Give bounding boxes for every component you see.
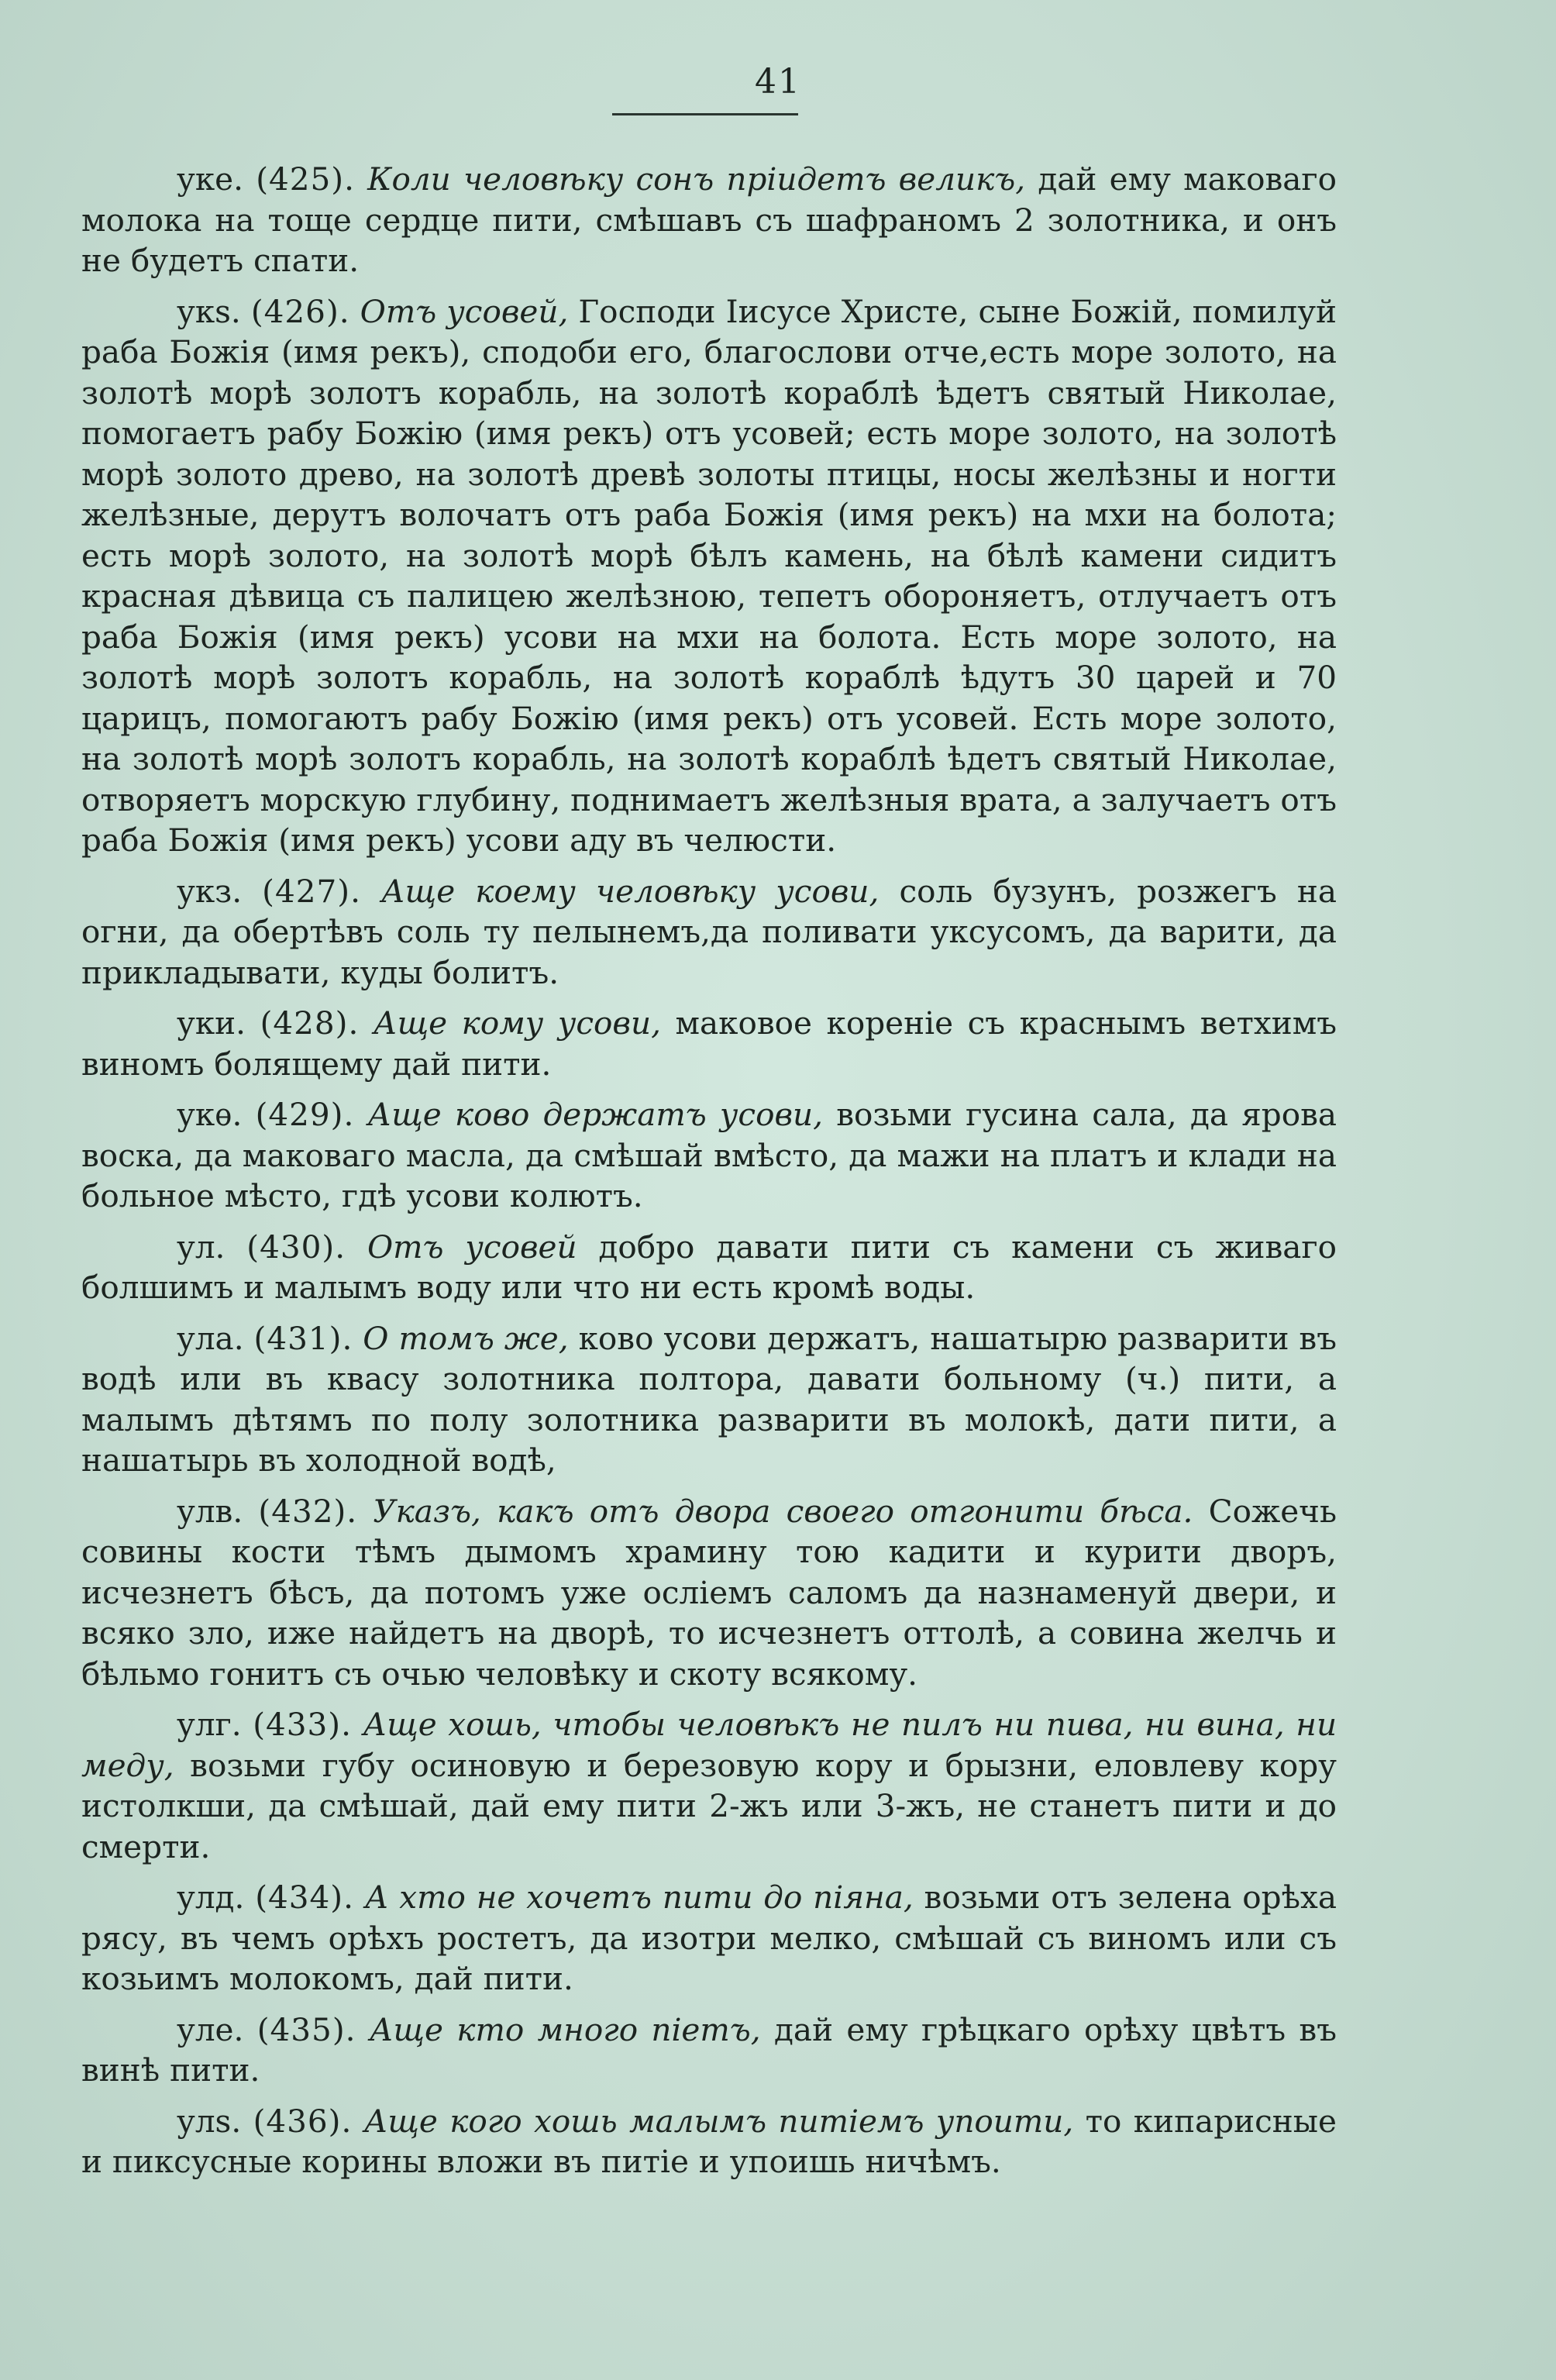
entry-body: возьми губу осиновую и березовую кору и брызни, еловлеву кору истолкши, да смѣшай, дай ему пити 2-жъ или 3-жъ, не станетъ пити и до смерти. xyxy=(81,1746,1337,1865)
entry-433 xyxy=(81,1704,1337,1867)
entry-heading: Аще коему человѣку усови, xyxy=(381,872,880,910)
entry-mark: уки. xyxy=(177,1004,246,1042)
entry-body: дай ему грѣцкаго орѣху цвѣтъ въ винѣ пити. xyxy=(81,2010,1337,2089)
entry-426 xyxy=(81,291,1337,861)
entry-mark: укз. xyxy=(177,872,243,910)
entry-number: (426). xyxy=(250,292,350,330)
entry-mark: улв. xyxy=(177,1492,243,1530)
entry-heading: О томъ же, xyxy=(363,1319,569,1357)
entry-body: маковое кореніе съ краснымъ ветхимъ виномъ болящему дай пити. xyxy=(81,1004,1337,1083)
entry-body: ково усови держатъ, нашатырю разварити въ водѣ или въ квасу золотника полтора, давати больному (ч.) пити, а малымъ дѣтямъ по полу золотника разварити въ молокѣ, дати пити, а нашатырь въ холодной водѣ, xyxy=(81,1319,1337,1479)
entry-435 xyxy=(81,2010,1337,2091)
entry-mark: укѕ. xyxy=(177,292,241,330)
entry-body: добро давати пити съ камени съ живаго болшимъ и малымъ воду или что ни есть кромѣ воды. xyxy=(81,1228,1337,1306)
entry-number: (429). xyxy=(255,1096,355,1133)
entry-mark: ул. xyxy=(177,1228,225,1266)
entry-mark: улг. xyxy=(177,1706,242,1743)
entry-mark: улѕ. xyxy=(177,2102,242,2140)
header-rule xyxy=(612,113,798,115)
entry-heading: Аще хошь, чтобы человѣкъ не пилъ ни пива, ни вина, ни меду, xyxy=(81,1706,1337,1784)
entry-number: (433). xyxy=(253,1706,352,1743)
entry-heading: Отъ усовей, xyxy=(360,292,569,330)
entry-heading: Аще кого хошь малымъ питіемъ упоити, xyxy=(363,2102,1074,2140)
entry-434 xyxy=(81,1877,1337,1999)
entry-number: (436). xyxy=(253,2102,353,2140)
entry-body: возьми гусина сала, да ярова воска, да маковаго масла, да смѣшай вмѣсто, да мажи на платъ и клади на больное мѣсто, гдѣ усови колютъ. xyxy=(81,1096,1337,1214)
entry-body: возьми отъ зелена орѣха рясу, въ чемъ орѣхъ ростетъ, да изотри мелко, смѣшай съ виномъ или съ козьимъ молокомъ, дай пити. xyxy=(81,1879,1337,1997)
entry-heading: Указъ, какъ отъ двора своего отгонити бѣса. xyxy=(373,1492,1193,1530)
entry-body: то кипарисные и пиксусные корины вложи въ питіе и упоишь ничѣмъ. xyxy=(81,2102,1337,2180)
entry-number: (427). xyxy=(262,872,361,910)
entry-number: (430). xyxy=(246,1228,346,1266)
entry-number: (432). xyxy=(258,1492,358,1530)
entry-mark: уле. xyxy=(177,2010,244,2048)
entry-mark: ула. xyxy=(177,1319,244,1357)
entry-mark: улд. xyxy=(177,1879,245,1916)
entry-heading: Коли человѣку сонъ пріидетъ великъ, xyxy=(367,160,1026,198)
entry-heading: Аще кому усови, xyxy=(373,1004,661,1042)
entry-432 xyxy=(81,1491,1337,1695)
page-text xyxy=(81,159,1337,2192)
entry-heading: Аще ково держатъ усови, xyxy=(367,1096,824,1133)
entry-number: (428). xyxy=(260,1004,360,1042)
entry-mark: укѳ. xyxy=(177,1096,243,1133)
entry-number: (434). xyxy=(255,1879,354,1916)
entry-427 xyxy=(81,871,1337,994)
entry-body: Сожечь совины кости тѣмъ дымомъ храмину тою кадити и курити дворъ, исчезнетъ бѣсъ, да потомъ уже осліемъ саломъ да назнаменуй двери, и всяко зло, иже найдетъ на дворѣ, то исчезнетъ оттолѣ, а совина желчь и бѣльмо гонитъ съ очью человѣку и скоту всякому. xyxy=(81,1492,1337,1693)
entry-body: дай ему маковаго молока на тоще сердце пити, смѣшавъ съ шафраномъ 2 золотника, и онъ не будетъ спати. xyxy=(81,160,1337,279)
entry-436 xyxy=(81,2101,1337,2182)
entry-number: (425). xyxy=(256,160,355,198)
entry-425 xyxy=(81,159,1337,281)
entry-number: (435). xyxy=(256,2010,356,2048)
entry-heading: А хто не хочетъ пити до піяна, xyxy=(364,1879,914,1916)
entry-number: (431). xyxy=(253,1319,353,1357)
entry-430 xyxy=(81,1227,1337,1308)
page-number: 41 xyxy=(755,62,801,102)
entry-body: Господи Іисусе Христе, сыне Божій, помилуй раба Божія (имя рекъ), сподоби его, благослови отче,есть море золото, на золотѣ морѣ золотъ корабль, на золотѣ кораблѣ ѣдетъ святый Николае, помогаетъ рабу Божію (имя рекъ) отъ усовей; есть море золото, на золотѣ морѣ золото древо, на золотѣ древѣ золоты птицы, носы желѣзны и ногти желѣзные, дерутъ волочатъ отъ раба Божія (имя рекъ) на мхи на болота; есть морѣ золото, на золотѣ морѣ бѣлъ камень, на бѣлѣ камени сидитъ красная дѣвица съ палицею желѣзною, тепетъ обороняетъ, отлучаетъ отъ раба Божія (имя рекъ) усови на мхи на болота. Есть море золото, на золотѣ морѣ золотъ корабль, на золотѣ кораблѣ ѣдутъ 30 царей и 70 царицъ, помогаютъ рабу Божію (имя рекъ) отъ усовей. Есть море золото, на золотѣ морѣ золотъ корабль, на золотѣ кораблѣ ѣдетъ святый Николае, отворяетъ морскую глубину, поднимаетъ желѣзныя врата, а залучаетъ отъ раба Божія (имя рекъ) усови аду въ челюсти. xyxy=(81,292,1337,859)
entry-body: соль бузунъ, розжегъ на огни, да обертѣвъ соль ту пелынемъ,да поливати уксусомъ, да варити, да прикладывати, куды болитъ. xyxy=(81,872,1337,991)
entry-428 xyxy=(81,1003,1337,1084)
entry-mark: уке. xyxy=(177,160,243,198)
entry-429 xyxy=(81,1094,1337,1217)
entry-heading: Аще кто много піетъ, xyxy=(369,2010,761,2048)
entry-heading: Отъ усовей xyxy=(367,1228,577,1266)
entry-431 xyxy=(81,1318,1337,1481)
